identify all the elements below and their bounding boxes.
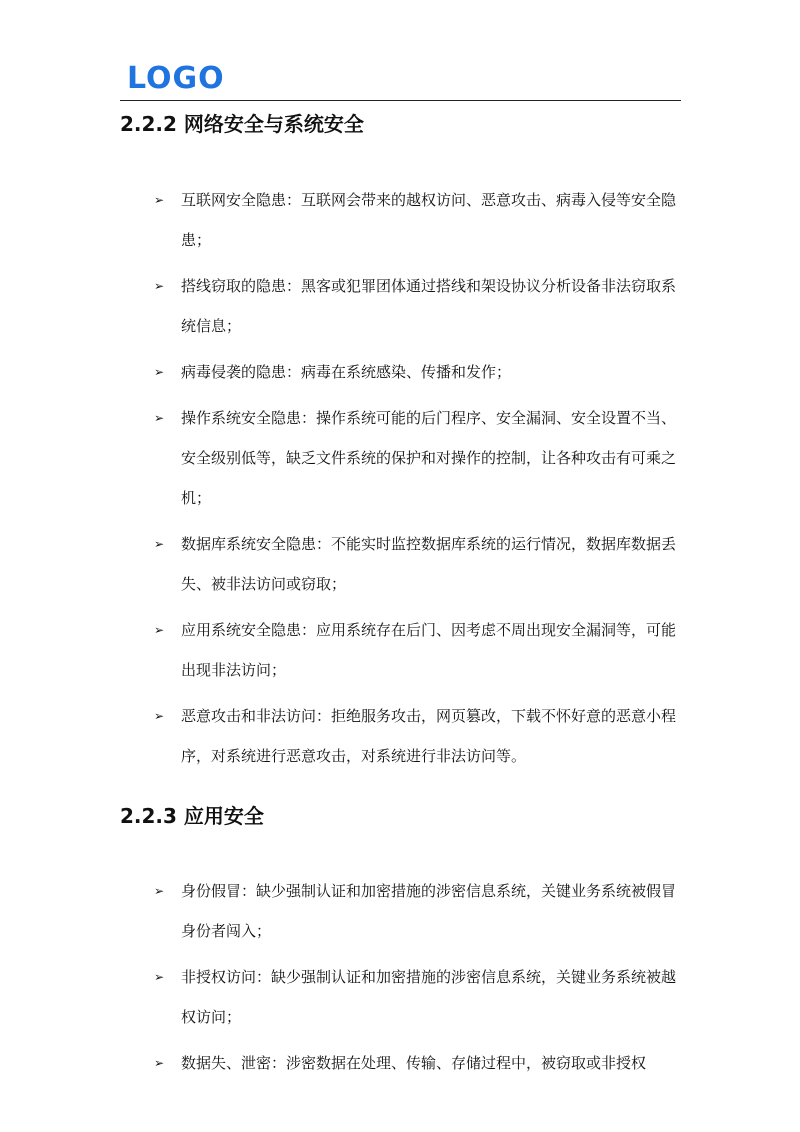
section-heading: 2.2.2 网络安全与系统安全 <box>120 112 364 136</box>
bullet-list <box>120 180 690 776</box>
arrow-bullet-icon: ➢ <box>154 623 165 637</box>
list-item-text: 病毒侵袭的隐患：病毒在系统感染、传播和发作； <box>181 363 512 381</box>
list-item <box>120 1043 690 1083</box>
document-body <box>120 104 690 1089</box>
list-item-text: 互联网安全隐患：互联网会带来的越权访问、恶意攻击、病毒入侵等安全隐患； <box>181 191 677 249</box>
list-item-text: 身份假冒：缺少强制认证和加密措施的涉密信息系统，关键业务系统被假冒身份者闯入； <box>181 882 677 940</box>
header-divider <box>120 100 681 101</box>
list-item <box>120 610 690 690</box>
list-item <box>120 398 690 518</box>
bullet-list <box>120 871 690 1083</box>
list-item-text: 应用系统安全隐患：应用系统存在后门、因考虑不周出现安全漏洞等，可能出现非法访问； <box>181 621 677 679</box>
arrow-bullet-icon: ➢ <box>154 970 165 984</box>
list-item <box>120 524 690 604</box>
list-item <box>120 696 690 776</box>
list-item-text: 搭线窃取的隐患：黑客或犯罪团体通过搭线和架设协议分析设备非法窃取系统信息； <box>181 277 677 335</box>
arrow-bullet-icon: ➢ <box>154 1056 165 1070</box>
list-item-text: 非授权访问：缺少强制认证和加密措施的涉密信息系统，关键业务系统被越权访问； <box>181 968 677 1026</box>
logo: LOGO <box>127 61 225 96</box>
section-heading: 2.2.3 应用安全 <box>120 804 264 828</box>
list-item <box>120 180 690 260</box>
arrow-bullet-icon: ➢ <box>154 365 165 379</box>
list-item <box>120 352 690 392</box>
list-item-text: 数据库系统安全隐患：不能实时监控数据库系统的运行情况，数据库数据丢失、被非法访问或窃取； <box>181 535 677 593</box>
list-item <box>120 957 690 1037</box>
section-network-system-security <box>120 104 690 776</box>
list-item-text: 恶意攻击和非法访问：拒绝服务攻击，网页篡改，下载不怀好意的恶意小程序，对系统进行恶意攻击，对系统进行非法访问等。 <box>181 707 677 765</box>
arrow-bullet-icon: ➢ <box>154 537 165 551</box>
list-item-text: 操作系统安全隐患：操作系统可能的后门程序、安全漏洞、安全设置不当、安全级别低等，缺乏文件系统的保护和对操作的控制，让各种攻击有可乘之机； <box>181 409 677 507</box>
arrow-bullet-icon: ➢ <box>154 411 165 425</box>
section-application-security <box>120 796 690 1083</box>
arrow-bullet-icon: ➢ <box>154 709 165 723</box>
arrow-bullet-icon: ➢ <box>154 279 165 293</box>
list-item <box>120 871 690 951</box>
list-item <box>120 266 690 346</box>
arrow-bullet-icon: ➢ <box>154 193 165 207</box>
arrow-bullet-icon: ➢ <box>154 884 165 898</box>
list-item-text: 数据失、泄密：涉密数据在处理、传输、存储过程中，被窃取或非授权 <box>181 1054 647 1072</box>
